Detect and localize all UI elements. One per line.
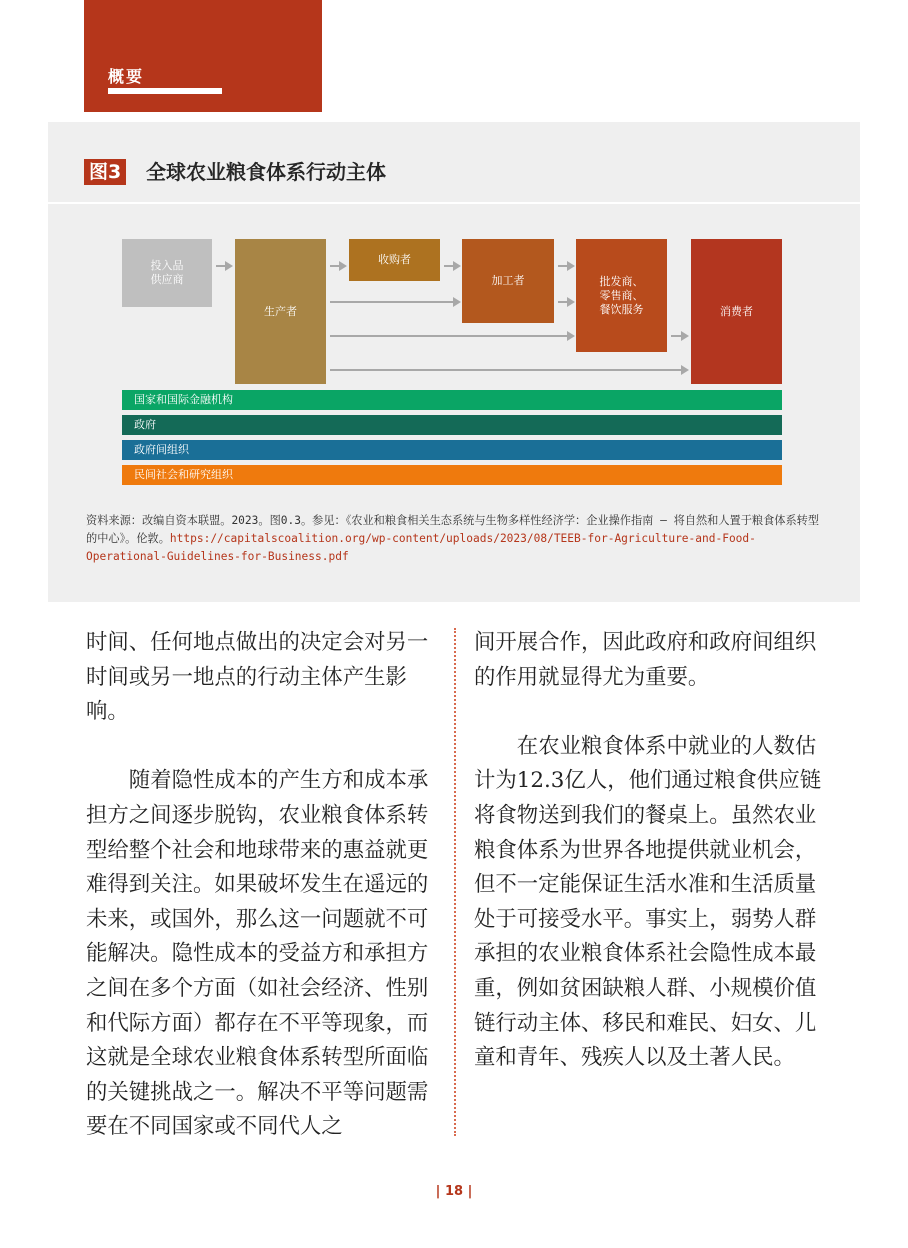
figure-badge: 图3 <box>84 159 126 185</box>
actor-distributors: 批发商、 零售商、 餐饮服务 <box>576 239 667 352</box>
flow-arrow <box>444 265 458 267</box>
flow-arrow <box>558 265 572 267</box>
actor-input-suppliers: 投入品 供应商 <box>122 239 212 307</box>
figure-source <box>86 512 826 566</box>
flow-arrow <box>330 265 344 267</box>
figure-title: 全球农业粮食体系行动主体 <box>146 160 386 184</box>
column-divider <box>454 628 456 1136</box>
actor-consumers: 消费者 <box>691 239 782 384</box>
band-financial-institutions: 国家和国际金融机构 <box>122 390 782 410</box>
section-header <box>84 0 322 112</box>
flow-arrow <box>671 335 686 337</box>
section-label: 概要 <box>108 67 145 86</box>
flow-arrow <box>558 301 572 303</box>
figure-panel <box>48 122 860 602</box>
flow-arrow <box>216 265 230 267</box>
band-intergovernmental-orgs: 政府间组织 <box>122 440 782 460</box>
actor-producers: 生产者 <box>235 239 326 384</box>
band-civil-society: 民间社会和研究组织 <box>122 465 782 485</box>
flow-arrow <box>330 369 686 371</box>
source-text: 资料来源：改编自资本联盟。2023。图0.3。参见：《农业和粮食相关生态系统与生物多样性经济学：企业操作指南 — 将自然和人置于粮食体系转型的中心》。伦敦。 <box>86 514 820 545</box>
actor-processors: 加工者 <box>462 239 554 323</box>
page-number: | 18 | <box>435 1184 473 1199</box>
source-link[interactable]: https://capitalscoalition.org/wp-content/uploads/2023/08/TEEB-for-Agriculture-and-Food-Operational-Guidelines-for-Business.pdf <box>86 532 756 563</box>
figure-title-bar <box>48 122 860 204</box>
paragraph: 在农业粮食体系中就业的人数估计为12.3亿人，他们通过粮食供应链将食物送到我们的餐桌上。虽然农业粮食体系为世界各地提供就业机会，但不一定能保证生活水准和生活质量处于可接受水平。事实上，弱势人群承担的农业粮食体系社会隐性成本最重，例如贫困缺粮人群、小规模价值链行动主体、移民和难民、妇女、儿童和青年、残疾人以及土著人民。 <box>474 733 822 1071</box>
band-government: 政府 <box>122 415 782 435</box>
paragraph: 间开展合作，因此政府和政府间组织的作用就显得尤为重要。 <box>474 630 817 690</box>
body-column-left <box>86 626 436 1145</box>
paragraph: 随着隐性成本的产生方和成本承担方之间逐步脱钩，农业粮食体系转型给整个社会和地球带来的惠益就更难得到关注。如果破坏发生在遥远的未来，或国外，那么这一问题就不可能解决。隐性成本的受益方和承担方之间在多个方面（如社会经济、性别和代际方面）都存在不平等现象，而这就是全球农业粮食体系转型所面临的关键挑战之一。解决不平等问题需要在不同国家或不同代人之 <box>86 768 429 1140</box>
flow-arrow <box>330 301 458 303</box>
section-underline <box>108 88 222 94</box>
flow-arrow <box>330 335 572 337</box>
paragraph: 时间、任何地点做出的决定会对另一时间或另一地点的行动主体产生影响。 <box>86 630 429 725</box>
body-column-right <box>474 626 824 1076</box>
actor-aggregators: 收购者 <box>349 239 440 281</box>
